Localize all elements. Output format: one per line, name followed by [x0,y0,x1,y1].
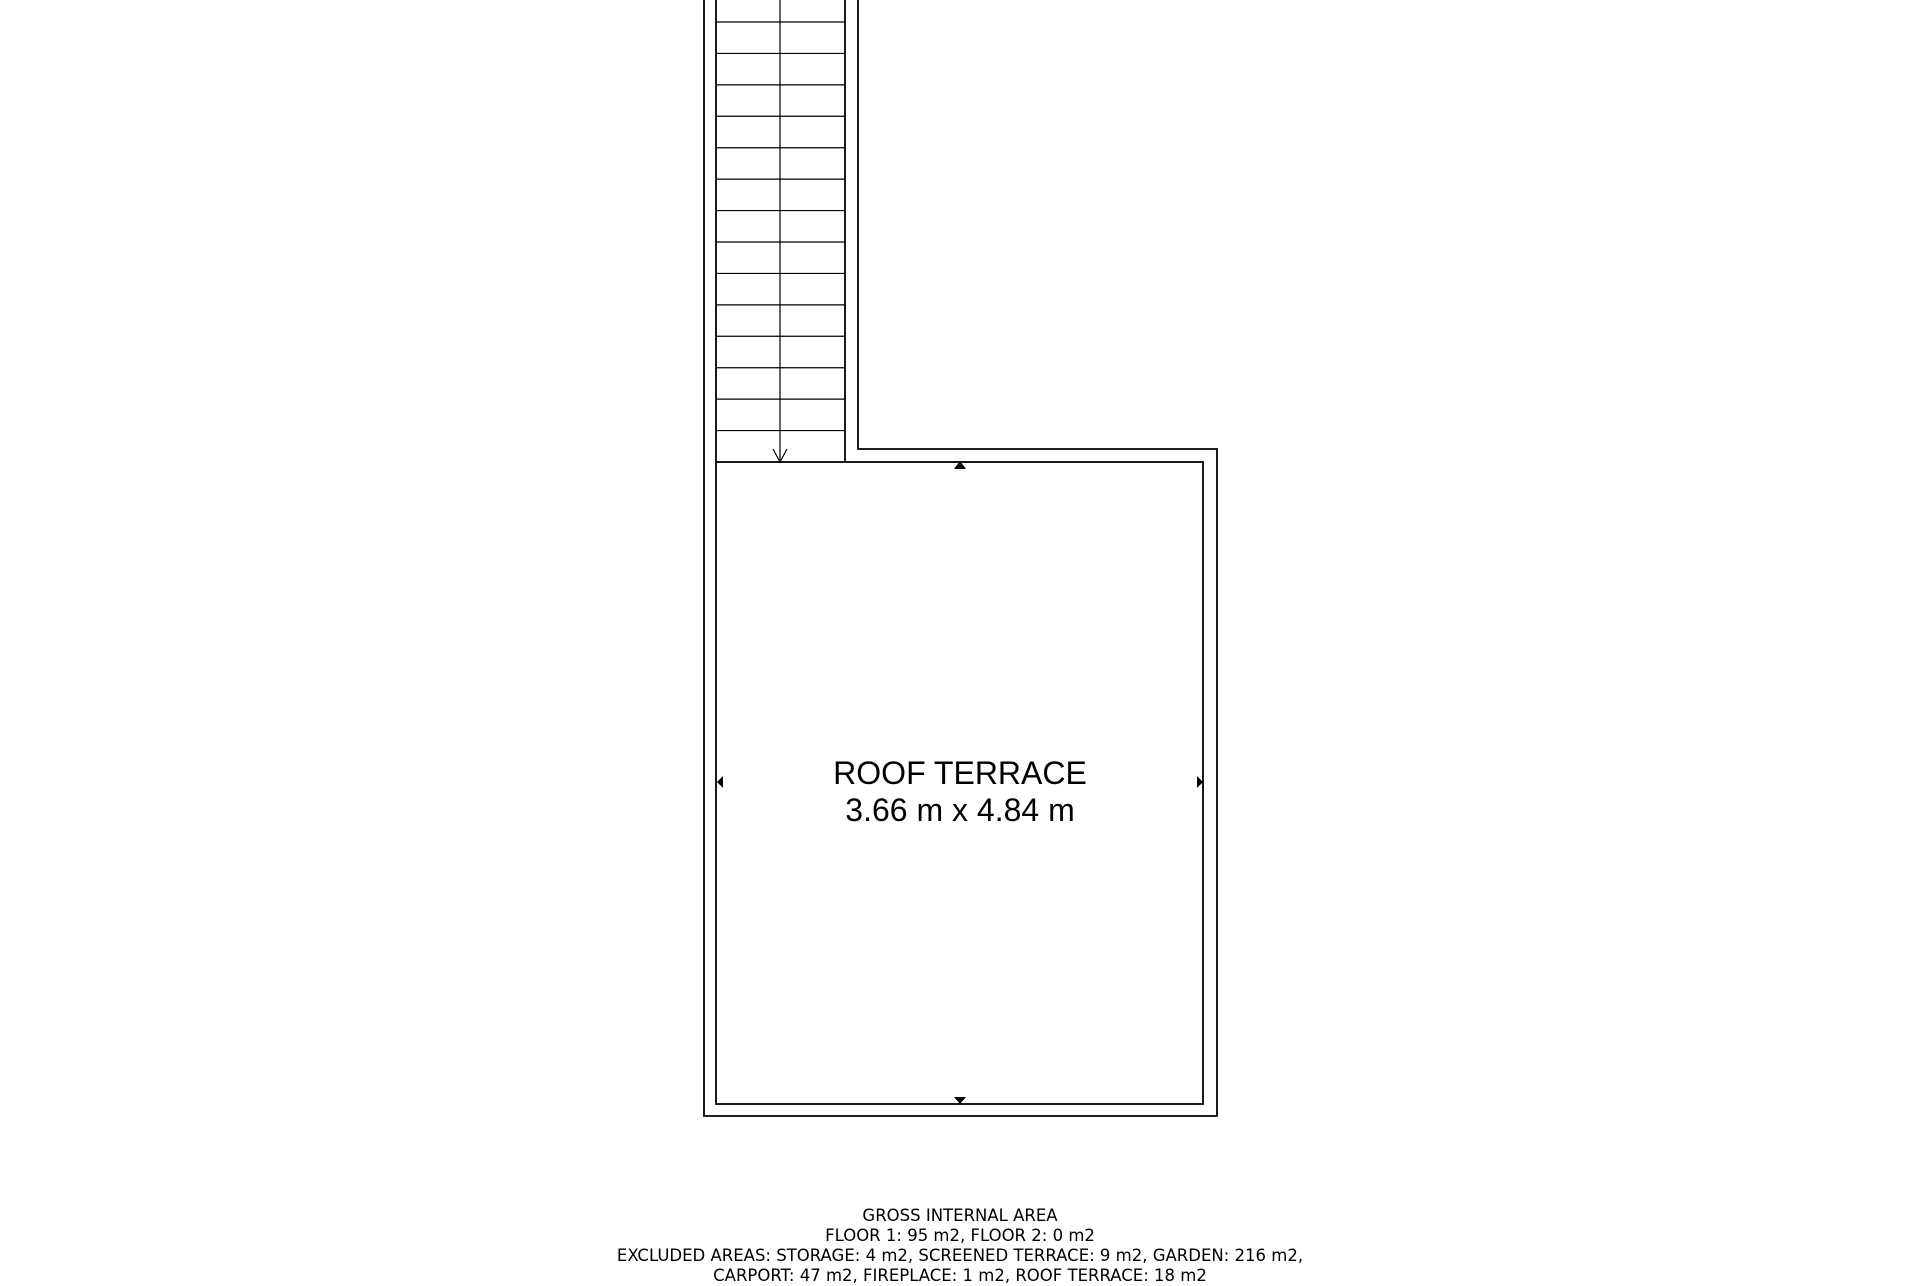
gross-internal-area-summary [400,1206,1520,1286]
room-name-label: ROOF TERRACE [833,755,1087,791]
outer-wall [704,0,1217,1116]
excluded-areas-line-2: CARPORT: 47 m2, FIREPLACE: 1 m2, ROOF TERRACE: 18 m2 [713,1266,1207,1285]
area-heading: GROSS INTERNAL AREA [862,1206,1058,1225]
staircase [716,0,845,462]
room-dimensions-label: 3.66 m x 4.84 m [845,792,1075,828]
opening-marker-bottom-icon [954,1097,966,1104]
excluded-areas-line-1: EXCLUDED AREAS: STORAGE: 4 m2, SCREENED TERRACE: 9 m2, GARDEN: 216 m2, [616,1246,1304,1265]
floor-areas: FLOOR 1: 95 m2, FLOOR 2: 0 m2 [825,1226,1095,1245]
